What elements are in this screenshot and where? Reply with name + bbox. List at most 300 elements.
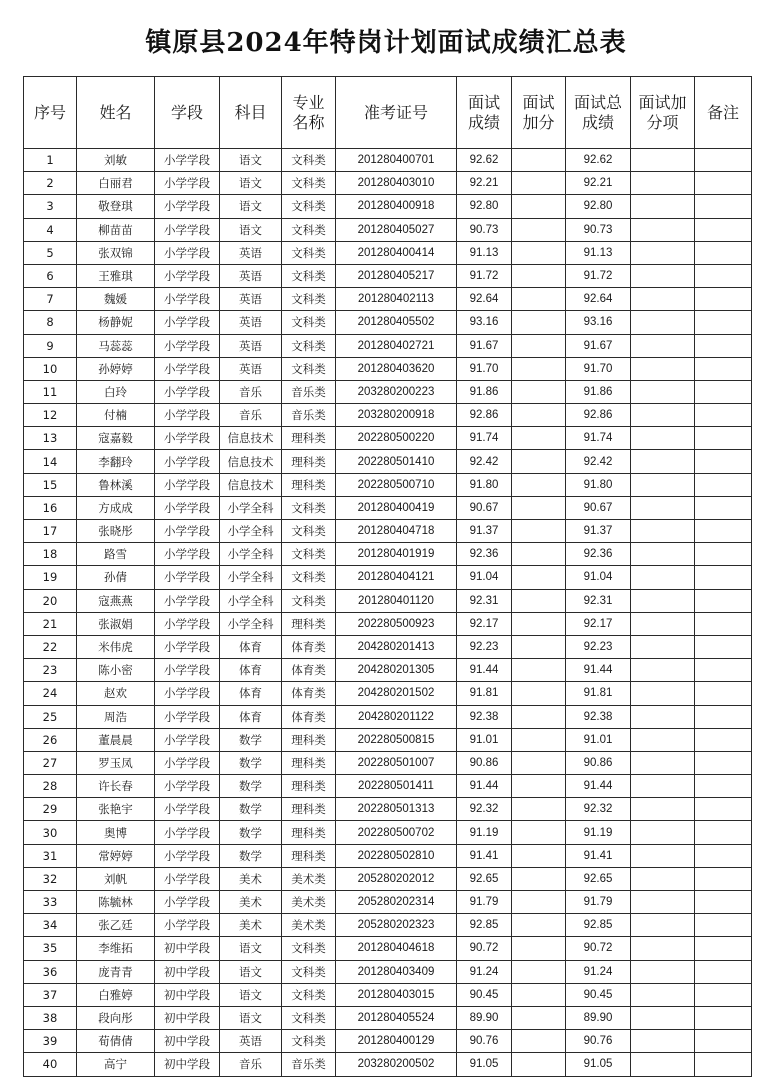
cell-bonus	[512, 334, 566, 357]
cell-subject: 数学	[220, 728, 282, 751]
cell-score: 92.86	[457, 404, 512, 427]
cell-stage: 小学学段	[155, 473, 220, 496]
cell-stage: 小学学段	[155, 566, 220, 589]
cell-major: 文科类	[282, 1030, 336, 1053]
cell-major: 体育类	[282, 682, 336, 705]
cell-stage: 小学学段	[155, 172, 220, 195]
cell-remark	[695, 264, 752, 287]
cell-score: 91.70	[457, 357, 512, 380]
cell-score: 93.16	[457, 311, 512, 334]
cell-score: 92.65	[457, 867, 512, 890]
cell-subject: 语文	[220, 1006, 282, 1029]
cell-subject: 语文	[220, 960, 282, 983]
cell-stage: 小学学段	[155, 589, 220, 612]
cell-remark	[695, 172, 752, 195]
table-row	[24, 867, 752, 890]
cell-name: 奥博	[77, 821, 155, 844]
cell-no: 36	[24, 960, 77, 983]
cell-exam-id: 204280201305	[336, 659, 457, 682]
cell-bonus-item	[631, 241, 695, 264]
cell-score: 92.23	[457, 635, 512, 658]
cell-bonus	[512, 172, 566, 195]
table-row	[24, 775, 752, 798]
cell-bonus	[512, 1053, 566, 1076]
cell-bonus-item	[631, 682, 695, 705]
cell-bonus	[512, 264, 566, 287]
cell-score: 91.74	[457, 427, 512, 450]
cell-no: 27	[24, 751, 77, 774]
header-score: 面试 成绩	[457, 77, 512, 149]
table-row	[24, 983, 752, 1006]
cell-bonus-item	[631, 404, 695, 427]
table-row	[24, 844, 752, 867]
cell-bonus-item	[631, 543, 695, 566]
cell-score: 91.67	[457, 334, 512, 357]
cell-bonus-item	[631, 914, 695, 937]
cell-bonus	[512, 775, 566, 798]
cell-total: 91.70	[566, 357, 631, 380]
cell-score: 90.76	[457, 1030, 512, 1053]
cell-bonus-item	[631, 288, 695, 311]
cell-remark	[695, 450, 752, 473]
cell-remark	[695, 288, 752, 311]
cell-subject: 音乐	[220, 1053, 282, 1076]
cell-no: 22	[24, 635, 77, 658]
cell-subject: 美术	[220, 914, 282, 937]
cell-score: 92.64	[457, 288, 512, 311]
scores-table	[23, 76, 752, 1077]
cell-no: 40	[24, 1053, 77, 1076]
cell-stage: 小学学段	[155, 380, 220, 403]
cell-no: 29	[24, 798, 77, 821]
table-row	[24, 566, 752, 589]
cell-name: 张双锦	[77, 241, 155, 264]
cell-no: 34	[24, 914, 77, 937]
cell-bonus	[512, 566, 566, 589]
cell-exam-id: 202280501411	[336, 775, 457, 798]
cell-no: 3	[24, 195, 77, 218]
cell-subject: 数学	[220, 798, 282, 821]
cell-subject: 小学全科	[220, 566, 282, 589]
cell-major: 文科类	[282, 149, 336, 172]
cell-score: 92.38	[457, 705, 512, 728]
cell-major: 理科类	[282, 844, 336, 867]
cell-score: 90.86	[457, 751, 512, 774]
cell-total: 91.37	[566, 520, 631, 543]
cell-bonus	[512, 357, 566, 380]
table-row	[24, 1053, 752, 1076]
cell-name: 周浩	[77, 705, 155, 728]
cell-total: 89.90	[566, 1006, 631, 1029]
cell-no: 26	[24, 728, 77, 751]
table-row	[24, 404, 752, 427]
cell-total: 91.19	[566, 821, 631, 844]
cell-exam-id: 205280202012	[336, 867, 457, 890]
cell-bonus	[512, 520, 566, 543]
cell-total: 91.86	[566, 380, 631, 403]
cell-score: 91.37	[457, 520, 512, 543]
cell-total: 92.38	[566, 705, 631, 728]
cell-major: 理科类	[282, 473, 336, 496]
cell-stage: 小学学段	[155, 218, 220, 241]
cell-bonus-item	[631, 357, 695, 380]
cell-remark	[695, 241, 752, 264]
cell-score: 91.01	[457, 728, 512, 751]
cell-no: 24	[24, 682, 77, 705]
cell-remark	[695, 891, 752, 914]
cell-no: 12	[24, 404, 77, 427]
cell-remark	[695, 821, 752, 844]
cell-bonus	[512, 844, 566, 867]
cell-name: 李维拓	[77, 937, 155, 960]
cell-major: 理科类	[282, 751, 336, 774]
cell-score: 92.32	[457, 798, 512, 821]
cell-subject: 英语	[220, 241, 282, 264]
cell-subject: 数学	[220, 775, 282, 798]
cell-subject: 语文	[220, 172, 282, 195]
table-row	[24, 218, 752, 241]
cell-exam-id: 203280200918	[336, 404, 457, 427]
cell-name: 白玲	[77, 380, 155, 403]
cell-subject: 小学全科	[220, 612, 282, 635]
cell-exam-id: 202280500815	[336, 728, 457, 751]
cell-bonus-item	[631, 983, 695, 1006]
cell-remark	[695, 566, 752, 589]
cell-bonus-item	[631, 473, 695, 496]
cell-name: 陈小密	[77, 659, 155, 682]
cell-major: 文科类	[282, 357, 336, 380]
cell-no: 2	[24, 172, 77, 195]
table-row	[24, 635, 752, 658]
cell-stage: 小学学段	[155, 496, 220, 519]
cell-name: 陈毓林	[77, 891, 155, 914]
cell-exam-id: 202280502810	[336, 844, 457, 867]
table-row	[24, 496, 752, 519]
cell-name: 柳苗苗	[77, 218, 155, 241]
cell-name: 杨静妮	[77, 311, 155, 334]
cell-exam-id: 201280404618	[336, 937, 457, 960]
cell-major: 理科类	[282, 450, 336, 473]
cell-remark	[695, 659, 752, 682]
cell-remark	[695, 496, 752, 519]
header-no: 序号	[24, 77, 77, 149]
cell-total: 91.81	[566, 682, 631, 705]
cell-remark	[695, 520, 752, 543]
cell-name: 魏媛	[77, 288, 155, 311]
cell-remark	[695, 311, 752, 334]
cell-major: 文科类	[282, 566, 336, 589]
cell-total: 92.64	[566, 288, 631, 311]
cell-name: 高宁	[77, 1053, 155, 1076]
cell-bonus	[512, 821, 566, 844]
header-stage: 学段	[155, 77, 220, 149]
cell-score: 90.45	[457, 983, 512, 1006]
cell-no: 1	[24, 149, 77, 172]
cell-stage: 小学学段	[155, 520, 220, 543]
cell-stage: 小学学段	[155, 682, 220, 705]
cell-bonus	[512, 1006, 566, 1029]
cell-total: 92.32	[566, 798, 631, 821]
cell-name: 白雅婷	[77, 983, 155, 1006]
cell-subject: 美术	[220, 867, 282, 890]
cell-total: 92.23	[566, 635, 631, 658]
cell-remark	[695, 867, 752, 890]
cell-score: 91.72	[457, 264, 512, 287]
cell-remark	[695, 404, 752, 427]
cell-stage: 小学学段	[155, 450, 220, 473]
cell-exam-id: 201280400701	[336, 149, 457, 172]
cell-exam-id: 204280201413	[336, 635, 457, 658]
cell-bonus-item	[631, 751, 695, 774]
cell-stage: 小学学段	[155, 612, 220, 635]
cell-name: 李翻玲	[77, 450, 155, 473]
cell-bonus	[512, 404, 566, 427]
cell-score: 91.44	[457, 775, 512, 798]
cell-stage: 小学学段	[155, 891, 220, 914]
header-exam-id: 准考证号	[336, 77, 457, 149]
cell-remark	[695, 844, 752, 867]
cell-name: 张艳宇	[77, 798, 155, 821]
cell-score: 92.62	[457, 149, 512, 172]
cell-stage: 小学学段	[155, 264, 220, 287]
cell-bonus-item	[631, 635, 695, 658]
cell-name: 路雪	[77, 543, 155, 566]
header-remark: 备注	[695, 77, 752, 149]
cell-major: 音乐类	[282, 404, 336, 427]
cell-name: 付楠	[77, 404, 155, 427]
cell-name: 许长春	[77, 775, 155, 798]
cell-remark	[695, 543, 752, 566]
cell-remark	[695, 937, 752, 960]
cell-remark	[695, 380, 752, 403]
cell-bonus	[512, 659, 566, 682]
table-row	[24, 288, 752, 311]
cell-major: 文科类	[282, 288, 336, 311]
table-row	[24, 798, 752, 821]
table-row	[24, 728, 752, 751]
table-row	[24, 195, 752, 218]
cell-remark	[695, 1053, 752, 1076]
cell-bonus-item	[631, 891, 695, 914]
cell-bonus-item	[631, 1053, 695, 1076]
cell-bonus	[512, 380, 566, 403]
table-row	[24, 311, 752, 334]
cell-total: 93.16	[566, 311, 631, 334]
cell-remark	[695, 635, 752, 658]
cell-bonus-item	[631, 172, 695, 195]
table-row	[24, 891, 752, 914]
cell-name: 荀倩倩	[77, 1030, 155, 1053]
cell-bonus	[512, 496, 566, 519]
cell-no: 5	[24, 241, 77, 264]
cell-exam-id: 202280501313	[336, 798, 457, 821]
cell-total: 91.72	[566, 264, 631, 287]
cell-no: 14	[24, 450, 77, 473]
cell-bonus	[512, 728, 566, 751]
cell-name: 方成成	[77, 496, 155, 519]
table-row	[24, 380, 752, 403]
cell-total: 91.44	[566, 775, 631, 798]
cell-major: 文科类	[282, 960, 336, 983]
cell-exam-id: 202280500923	[336, 612, 457, 635]
header-total: 面试总 成绩	[566, 77, 631, 149]
cell-stage: 小学学段	[155, 288, 220, 311]
cell-stage: 小学学段	[155, 798, 220, 821]
cell-bonus	[512, 195, 566, 218]
table-row	[24, 659, 752, 682]
cell-stage: 初中学段	[155, 983, 220, 1006]
table-row	[24, 751, 752, 774]
cell-bonus-item	[631, 1030, 695, 1053]
cell-major: 文科类	[282, 311, 336, 334]
cell-score: 91.04	[457, 566, 512, 589]
cell-major: 文科类	[282, 334, 336, 357]
cell-score: 90.73	[457, 218, 512, 241]
cell-bonus-item	[631, 798, 695, 821]
table-row	[24, 427, 752, 450]
table-row	[24, 357, 752, 380]
cell-total: 92.86	[566, 404, 631, 427]
table-row	[24, 543, 752, 566]
table-row	[24, 520, 752, 543]
cell-stage: 小学学段	[155, 404, 220, 427]
cell-score: 91.41	[457, 844, 512, 867]
table-row	[24, 334, 752, 357]
cell-remark	[695, 149, 752, 172]
cell-subject: 语文	[220, 937, 282, 960]
cell-score: 92.36	[457, 543, 512, 566]
cell-bonus	[512, 937, 566, 960]
cell-no: 19	[24, 566, 77, 589]
cell-subject: 美术	[220, 891, 282, 914]
cell-subject: 语文	[220, 983, 282, 1006]
cell-remark	[695, 798, 752, 821]
cell-subject: 小学全科	[220, 520, 282, 543]
cell-no: 38	[24, 1006, 77, 1029]
cell-major: 文科类	[282, 589, 336, 612]
cell-stage: 小学学段	[155, 659, 220, 682]
cell-major: 文科类	[282, 218, 336, 241]
page-title: 镇原县2024年特岗计划面试成绩汇总表	[145, 28, 627, 58]
cell-bonus-item	[631, 589, 695, 612]
table-row	[24, 705, 752, 728]
cell-exam-id: 201280403409	[336, 960, 457, 983]
header-bonus-item: 面试加 分项	[631, 77, 695, 149]
header-name: 姓名	[77, 77, 155, 149]
cell-bonus	[512, 589, 566, 612]
cell-bonus	[512, 798, 566, 821]
cell-bonus-item	[631, 960, 695, 983]
cell-exam-id: 201280405524	[336, 1006, 457, 1029]
cell-subject: 信息技术	[220, 473, 282, 496]
cell-name: 王雅琪	[77, 264, 155, 287]
cell-total: 91.79	[566, 891, 631, 914]
cell-total: 90.45	[566, 983, 631, 1006]
cell-bonus-item	[631, 775, 695, 798]
table-body	[24, 149, 752, 1077]
cell-major: 美术类	[282, 891, 336, 914]
cell-remark	[695, 983, 752, 1006]
cell-exam-id: 201280402113	[336, 288, 457, 311]
cell-total: 91.41	[566, 844, 631, 867]
cell-no: 23	[24, 659, 77, 682]
cell-total: 91.04	[566, 566, 631, 589]
cell-bonus	[512, 450, 566, 473]
cell-remark	[695, 1030, 752, 1053]
cell-total: 92.17	[566, 612, 631, 635]
cell-score: 91.13	[457, 241, 512, 264]
cell-no: 17	[24, 520, 77, 543]
cell-remark	[695, 914, 752, 937]
cell-name: 罗玉凤	[77, 751, 155, 774]
cell-no: 9	[24, 334, 77, 357]
cell-exam-id: 201280404121	[336, 566, 457, 589]
cell-major: 体育类	[282, 635, 336, 658]
cell-name: 张淑娟	[77, 612, 155, 635]
table-row	[24, 1006, 752, 1029]
cell-subject: 体育	[220, 682, 282, 705]
cell-name: 寇嘉毅	[77, 427, 155, 450]
table-row	[24, 172, 752, 195]
cell-remark	[695, 195, 752, 218]
cell-stage: 小学学段	[155, 844, 220, 867]
cell-subject: 体育	[220, 635, 282, 658]
cell-remark	[695, 960, 752, 983]
cell-subject: 语文	[220, 218, 282, 241]
cell-bonus	[512, 960, 566, 983]
cell-remark	[695, 751, 752, 774]
cell-stage: 小学学段	[155, 427, 220, 450]
cell-major: 音乐类	[282, 1053, 336, 1076]
cell-bonus-item	[631, 566, 695, 589]
cell-major: 体育类	[282, 659, 336, 682]
cell-remark	[695, 218, 752, 241]
cell-stage: 小学学段	[155, 728, 220, 751]
cell-no: 39	[24, 1030, 77, 1053]
cell-total: 91.01	[566, 728, 631, 751]
cell-stage: 初中学段	[155, 1053, 220, 1076]
cell-total: 92.42	[566, 450, 631, 473]
cell-remark	[695, 612, 752, 635]
cell-exam-id: 201280400918	[336, 195, 457, 218]
cell-no: 30	[24, 821, 77, 844]
cell-exam-id: 202280501007	[336, 751, 457, 774]
cell-total: 92.85	[566, 914, 631, 937]
cell-exam-id: 201280402721	[336, 334, 457, 357]
cell-name: 庞青青	[77, 960, 155, 983]
cell-score: 91.81	[457, 682, 512, 705]
cell-total: 91.05	[566, 1053, 631, 1076]
cell-major: 文科类	[282, 1006, 336, 1029]
cell-bonus-item	[631, 450, 695, 473]
cell-score: 92.31	[457, 589, 512, 612]
cell-bonus	[512, 473, 566, 496]
cell-total: 91.67	[566, 334, 631, 357]
table-row	[24, 914, 752, 937]
cell-no: 28	[24, 775, 77, 798]
cell-exam-id: 201280403015	[336, 983, 457, 1006]
cell-bonus	[512, 218, 566, 241]
cell-stage: 小学学段	[155, 357, 220, 380]
cell-exam-id: 201280403620	[336, 357, 457, 380]
cell-total: 91.74	[566, 427, 631, 450]
cell-total: 90.86	[566, 751, 631, 774]
cell-subject: 英语	[220, 1030, 282, 1053]
cell-stage: 小学学段	[155, 914, 220, 937]
cell-bonus	[512, 983, 566, 1006]
cell-bonus-item	[631, 659, 695, 682]
cell-exam-id: 205280202323	[336, 914, 457, 937]
